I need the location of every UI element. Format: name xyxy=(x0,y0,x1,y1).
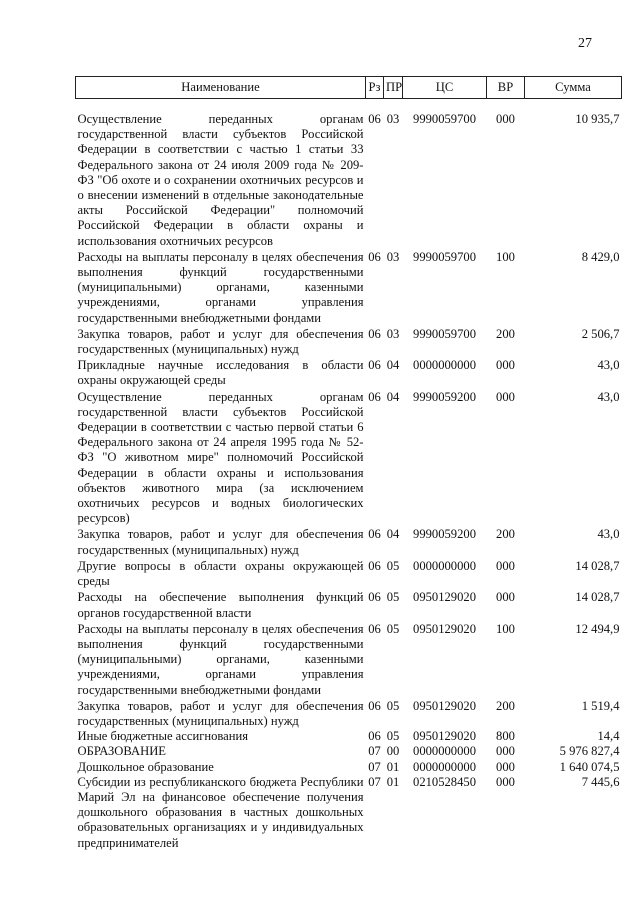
row-vr: 200 xyxy=(496,527,515,542)
row-rz: 06 xyxy=(368,358,381,373)
header-pr: ПР xyxy=(384,77,403,99)
row-name: Другие вопросы в области охраны окружающей среды xyxy=(77,558,364,589)
table-row xyxy=(76,775,622,851)
row-cs: 9990059700 xyxy=(413,112,476,126)
row-rz: 06 xyxy=(368,590,381,605)
row-sum: 12 494,9 xyxy=(575,621,620,636)
row-sum: 14 028,7 xyxy=(575,558,620,573)
row-pr: 00 xyxy=(386,744,400,759)
row-vr: 800 xyxy=(496,729,515,744)
budget-table xyxy=(75,76,622,851)
row-pr: 05 xyxy=(386,621,400,636)
table-row xyxy=(76,589,622,620)
table-row xyxy=(76,389,622,527)
row-name: Дошкольное образование xyxy=(77,759,214,774)
row-vr: 000 xyxy=(496,744,515,759)
row-name: Расходы на выплаты персоналу в целях обеспечения выполнения функций государственными (муниципальными) органами, казенными учреждениями, органами управления государственными внебюджетными фондами xyxy=(77,249,364,325)
table-row xyxy=(76,760,622,775)
row-cs: 9990059700 xyxy=(413,326,476,341)
table-row xyxy=(76,249,622,326)
row-sum: 43,0 xyxy=(597,358,620,373)
row-cs: 0950129020 xyxy=(413,729,476,744)
row-rz: 06 xyxy=(368,326,381,341)
row-rz: 06 xyxy=(368,729,381,744)
row-sum: 5 976 827,4 xyxy=(559,744,620,759)
row-vr: 100 xyxy=(496,621,515,636)
row-vr: 100 xyxy=(496,249,515,264)
row-cs: 9990059200 xyxy=(413,389,476,404)
table-row xyxy=(76,698,622,729)
row-cs: 0000000000 xyxy=(413,744,476,759)
row-cs: 0000000000 xyxy=(413,558,476,573)
row-pr: 05 xyxy=(386,729,400,744)
row-rz: 06 xyxy=(368,249,381,264)
row-pr: 01 xyxy=(386,759,400,774)
row-name: Субсидии из республиканского бюджета Республики Марий Эл на финансовое обеспечение получения дошкольного образования в частных дошкольных образовательных организациях и у индивидуальных предпринимателей xyxy=(77,774,364,850)
row-rz: 06 xyxy=(368,389,381,404)
row-name: Закупка товаров, работ и услуг для обеспечения государственных (муниципальных) нужд xyxy=(77,527,364,557)
row-sum: 43,0 xyxy=(597,389,620,404)
row-cs: 0000000000 xyxy=(413,358,476,373)
row-name: Прикладные научные исследования в области охраны окружающей среды xyxy=(77,358,364,388)
row-sum: 1 640 074,5 xyxy=(559,759,620,774)
row-sum: 14 028,7 xyxy=(575,590,620,605)
table-row xyxy=(76,326,622,357)
row-rz: 07 xyxy=(368,759,381,774)
row-pr: 05 xyxy=(386,558,400,573)
row-cs: 0950129020 xyxy=(413,698,476,713)
row-cs: 0950129020 xyxy=(413,621,476,636)
table-row xyxy=(76,99,622,249)
row-rz: 06 xyxy=(368,698,381,713)
row-vr: 000 xyxy=(496,774,515,789)
row-cs: 0950129020 xyxy=(413,590,476,605)
row-cs: 0000000000 xyxy=(413,759,476,774)
table-row xyxy=(76,729,622,744)
row-cs: 9990059700 xyxy=(413,249,476,264)
row-rz: 06 xyxy=(368,112,381,126)
row-rz: 06 xyxy=(368,621,381,636)
header-sum: Сумма xyxy=(525,77,622,99)
header-cs: ЦС xyxy=(403,77,487,99)
row-pr: 04 xyxy=(386,527,400,542)
row-pr: 05 xyxy=(386,698,400,713)
row-vr: 000 xyxy=(496,112,515,126)
row-rz: 06 xyxy=(368,527,381,542)
table-row xyxy=(76,744,622,759)
row-pr: 05 xyxy=(386,590,400,605)
table-row xyxy=(76,357,622,388)
row-pr: 01 xyxy=(386,774,400,789)
row-name: Закупка товаров, работ и услуг для обеспечения государственных (муниципальных) нужд xyxy=(77,698,364,728)
row-name: Осуществление переданных органам государственной власти субъектов Российской Федерации в соответствии с частью первой статьи 6 Федерального закона от 24 апреля 1995 года № 52-ФЗ "О животном мире" полномочий Российской Федерации в области охраны и использования объектов животного мира (за исключением охотничьих ресурсов и водных биологических ресурсов) xyxy=(77,389,364,526)
table-header-row xyxy=(76,77,622,99)
row-vr: 200 xyxy=(496,698,515,713)
row-name: Расходы на обеспечение выполнения функций органов государственной власти xyxy=(77,590,364,620)
row-vr: 000 xyxy=(496,389,515,404)
table-row xyxy=(76,558,622,589)
row-name: ОБРАЗОВАНИЕ xyxy=(77,744,166,759)
row-sum: 2 506,7 xyxy=(581,326,620,341)
row-pr: 03 xyxy=(386,326,400,341)
page-number: 27 xyxy=(578,36,592,51)
row-sum: 8 429,0 xyxy=(581,249,620,264)
header-rz: Рз xyxy=(366,77,384,99)
table-row xyxy=(76,621,622,698)
row-rz: 06 xyxy=(368,558,381,573)
row-cs: 0210528450 xyxy=(413,774,476,789)
row-name: Закупка товаров, работ и услуг для обеспечения государственных (муниципальных) нужд xyxy=(77,326,364,357)
row-vr: 000 xyxy=(496,759,515,774)
row-vr: 000 xyxy=(496,358,515,373)
row-pr: 03 xyxy=(386,249,400,264)
row-pr: 04 xyxy=(386,389,400,404)
row-name: Расходы на выплаты персоналу в целях обеспечения выполнения функций государственными (муниципальными) органами, казенными учреждениями, органами управления государственными внебюджетными фондами xyxy=(77,621,364,697)
row-rz: 07 xyxy=(368,744,381,759)
row-pr: 04 xyxy=(386,358,400,373)
row-cs: 9990059200 xyxy=(413,527,476,542)
row-name: Осуществление переданных органам государственной власти субъектов Российской Федерации в соответствии с частью 1 статьи 33 Федерального закона от 24 июля 2009 года № 209-ФЗ "Об охоте и о сохранении охотничьих ресурсов и о внесении изменений в отдельные законодательные акты Российской Федерации" полномочий Российской Федерации в области охраны и использования охотничьих ресурсов xyxy=(77,112,364,248)
row-vr: 000 xyxy=(496,590,515,605)
row-sum: 1 519,4 xyxy=(581,698,620,713)
row-sum: 10 935,7 xyxy=(575,112,620,126)
row-rz: 07 xyxy=(368,774,381,789)
row-vr: 000 xyxy=(496,558,515,573)
row-pr: 03 xyxy=(386,112,400,126)
row-sum: 43,0 xyxy=(597,527,620,542)
table-row xyxy=(76,526,622,557)
row-sum: 7 445,6 xyxy=(581,774,620,789)
row-sum: 14,4 xyxy=(597,729,620,744)
header-vr: ВР xyxy=(487,77,525,99)
row-vr: 200 xyxy=(496,326,515,341)
row-name: Иные бюджетные ассигнования xyxy=(77,729,249,744)
header-name: Наименование xyxy=(76,77,366,99)
